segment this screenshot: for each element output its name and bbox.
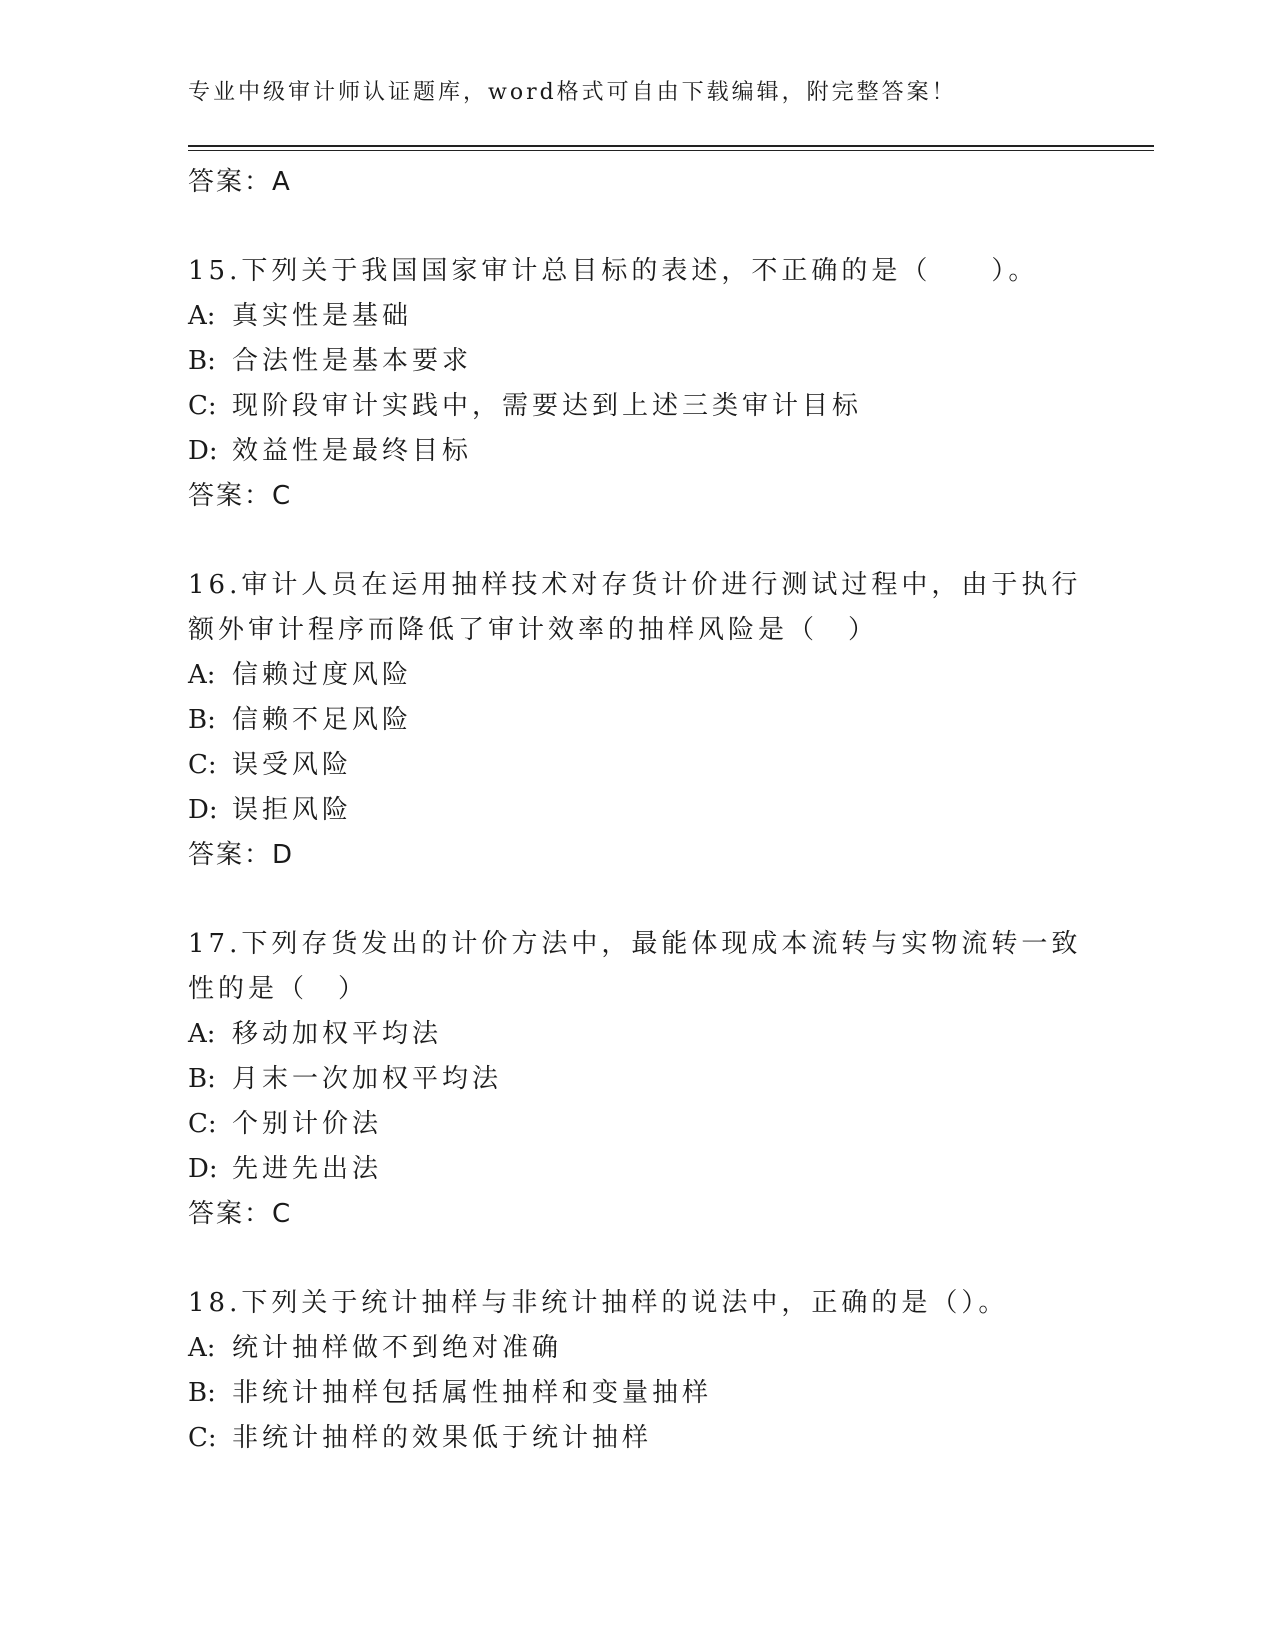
- option-a: [188, 294, 1088, 339]
- question-item: [188, 563, 1088, 878]
- option-letter: C:: [188, 750, 217, 780]
- option-letter: D:: [188, 1154, 218, 1184]
- option-text: 现阶段审计实践中，需要达到上述三类审计目标: [232, 391, 863, 421]
- question-list: [188, 160, 1088, 1461]
- option-text: 非统计抽样的效果低于统计抽样: [232, 1423, 653, 1453]
- option-a: [188, 1326, 1088, 1371]
- option-a: [188, 653, 1088, 698]
- option-text: 先进先出法: [232, 1154, 383, 1184]
- question-stem: 17.下列存货发出的计价方法中，最能体现成本流转与实物流转一致性的是（ ）: [188, 929, 1082, 1004]
- question-item: [188, 922, 1088, 1237]
- option-d: [188, 429, 1088, 474]
- option-text: 信赖过度风险: [232, 660, 413, 690]
- option-letter: B:: [188, 1378, 216, 1408]
- option-letter: A:: [188, 660, 216, 690]
- option-b: [188, 1371, 1088, 1416]
- option-letter: A:: [188, 301, 216, 331]
- option-letter: D:: [188, 795, 218, 825]
- option-b: [188, 698, 1088, 743]
- answer-line: 答案：D: [188, 840, 295, 870]
- option-text: 真实性是基础: [232, 301, 413, 331]
- question-item: [188, 249, 1088, 519]
- option-c: [188, 384, 1088, 429]
- option-text: 信赖不足风险: [232, 705, 413, 735]
- question-stem: 15.下列关于我国国家审计总目标的表述，不正确的是（ ）。: [188, 256, 1039, 286]
- option-letter: C:: [188, 1423, 217, 1453]
- option-b: [188, 1057, 1088, 1102]
- question-stem: 16.审计人员在运用抽样技术对存货计价进行测试过程中，由于执行额外审计程序而降低了审计效率的抽样风险是（ ）: [188, 570, 1082, 645]
- page-header: 专业中级审计师认证题库，word格式可自由下载编辑，附完整答案！: [188, 80, 957, 105]
- option-text: 非统计抽样包括属性抽样和变量抽样: [232, 1378, 713, 1408]
- option-b: [188, 339, 1088, 384]
- option-d: [188, 788, 1088, 833]
- header-divider: [188, 145, 1154, 151]
- option-c: [188, 743, 1088, 788]
- option-text: 统计抽样做不到绝对准确: [232, 1333, 563, 1363]
- answer-line: 答案：C: [188, 481, 293, 511]
- option-letter: B:: [188, 705, 216, 735]
- option-letter: B:: [188, 1064, 216, 1094]
- option-text: 误受风险: [232, 750, 353, 780]
- option-letter: C:: [188, 1109, 217, 1139]
- answer-line: 答案：A: [188, 167, 292, 197]
- option-a: [188, 1012, 1088, 1057]
- question-item: [188, 1281, 1088, 1461]
- question-stem: 18.下列关于统计抽样与非统计抽样的说法中，正确的是（）。: [188, 1288, 1009, 1318]
- option-text: 个别计价法: [232, 1109, 383, 1139]
- option-text: 合法性是基本要求: [232, 346, 473, 376]
- option-text: 移动加权平均法: [232, 1019, 443, 1049]
- option-letter: B:: [188, 346, 216, 376]
- option-letter: D:: [188, 436, 218, 466]
- option-letter: C:: [188, 391, 217, 421]
- option-text: 误拒风险: [232, 795, 353, 825]
- option-c: [188, 1102, 1088, 1147]
- option-text: 效益性是最终目标: [232, 436, 473, 466]
- answer-line: 答案：C: [188, 1199, 293, 1229]
- option-letter: A:: [188, 1019, 216, 1049]
- option-d: [188, 1147, 1088, 1192]
- option-letter: A:: [188, 1333, 216, 1363]
- option-text: 月末一次加权平均法: [232, 1064, 503, 1094]
- option-c: [188, 1416, 1088, 1461]
